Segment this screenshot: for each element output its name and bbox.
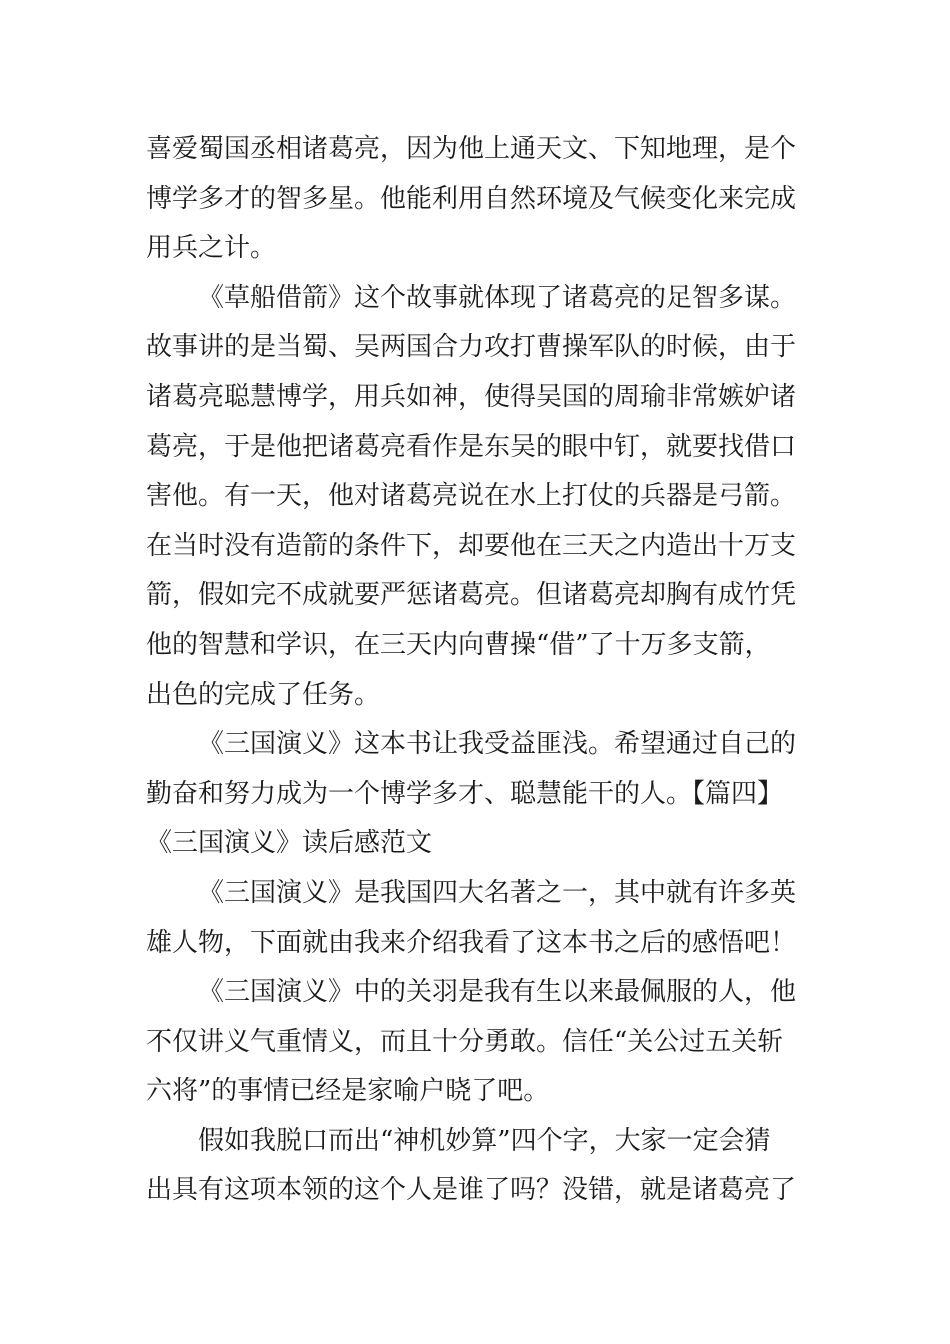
section-title-line: 《三国演义》读后感范文 xyxy=(146,828,433,859)
text-line: 勤奋和努力成为一个博学多才、聪慧能干的人。【篇四】 xyxy=(146,778,784,809)
document-body xyxy=(146,125,806,1216)
text-line: 在当时没有造箭的条件下，却要他在三天之内造出十万支 xyxy=(146,530,797,561)
text-line: 故事讲的是当蜀、吴两国合力攻打曹操军队的时候，由于 xyxy=(146,332,797,363)
text-line: 出色的完成了任务。 xyxy=(146,679,381,710)
text-line: 雄人物，下面就由我来介绍我看了这本书之后的感悟吧！ xyxy=(146,927,797,958)
text-line: 葛亮，于是他把诸葛亮看作是东吴的眼中钉，就要找借口 xyxy=(146,431,797,462)
text-line: 六将”的事情已经是家喻户晓了吧。 xyxy=(146,1076,550,1107)
text-line: 喜爱蜀国丞相诸葛亮，因为他上通天文、下知地理，是个 xyxy=(146,134,797,164)
paragraph-start-line: 《三国演义》是我国四大名著之一，其中就有许多英 xyxy=(198,877,797,908)
text-line: 他的智慧和学识，在三天内向曹操“借”了十万多支箭， xyxy=(146,629,771,660)
paragraph-start-line: 《三国演义》中的关羽是我有生以来最佩服的人，他 xyxy=(198,977,797,1008)
text-line: 出具有这项本领的这个人是谁了吗？没错，就是诸葛亮了 xyxy=(146,1175,797,1206)
paragraph-start-line: 假如我脱口而出“神机妙算”四个字，大家一定会猜 xyxy=(198,1125,771,1156)
text-line: 用兵之计。 xyxy=(146,233,277,264)
paragraph-start-line: 《草船借箭》这个故事就体现了诸葛亮的足智多谋。 xyxy=(198,282,797,313)
text-line: 诸葛亮聪慧博学，用兵如神，使得吴国的周瑜非常嫉妒诸 xyxy=(146,381,797,412)
paragraph-start-line: 《三国演义》这本书让我受益匪浅。希望通过自己的 xyxy=(198,729,797,760)
text-line: 博学多才的智多星。他能利用自然环境及气候变化来完成 xyxy=(146,183,797,214)
text-line: 害他。有一天，他对诸葛亮说在水上打仗的兵器是弓箭。 xyxy=(146,481,797,512)
text-line: 不仅讲义气重情义，而且十分勇敢。信任“关公过五关斩 xyxy=(146,1026,784,1057)
text-line: 箭，假如完不成就要严惩诸葛亮。但诸葛亮却胸有成竹凭 xyxy=(146,580,797,611)
